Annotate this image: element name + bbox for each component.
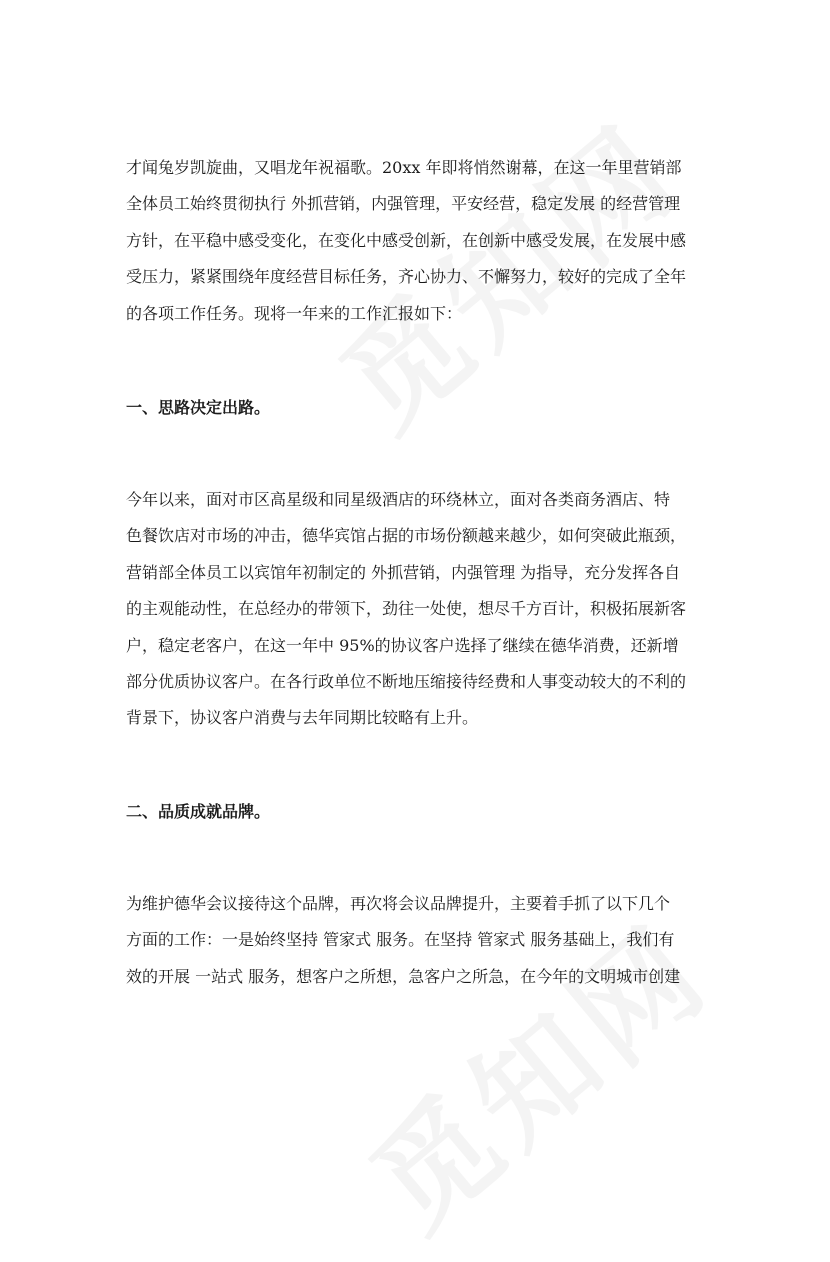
text-line: 今年以来，面对市区高星级和同星级酒店的环绕林立，面对各类商务酒店、特: [126, 490, 671, 510]
document-body: [126, 150, 716, 995]
text-line: 方针，在平稳中感受变化，在变化中感受创新，在创新中感受发展，在发展中感: [126, 230, 687, 250]
intro-paragraph: [126, 150, 716, 332]
text-line: 背景下，协议客户消费与去年同期比较略有上升。: [126, 708, 479, 728]
text-line: 效的开展 一站式 服务，想客户之所想，急客户之所急，在今年的文明城市创建: [126, 966, 681, 986]
text-line: 受压力，紧紧围绕年度经营目标任务，齐心协力、不懈努力，较好的完成了全年: [126, 267, 687, 287]
text-line: 方面的工作：一是始终坚持 管家式 服务。在坚持 管家式 服务基础上，我们有: [126, 930, 675, 950]
text-line: 才闻兔岁凯旋曲，又唱龙年祝福歌。20xx 年即将悄然谢幕，在这一年里营销部: [126, 158, 682, 177]
section-heading-1: 一、思路决定出路。: [126, 398, 271, 418]
text-line: 的主观能动性，在总经办的带领下，劲往一处使，想尽千方百计，积极拓展新客: [126, 599, 687, 619]
section-heading-2: 二、品质成就品牌。: [126, 801, 271, 821]
text-line: 营销部全体员工以宾馆年初制定的 外抓营销，内强管理 为指导，充分发挥各自: [126, 562, 681, 582]
section-1-paragraph: [126, 482, 716, 737]
section-2-paragraph: [126, 886, 716, 995]
text-line: 户，稳定老客户，在这一年中 95%的协议客户选择了继续在德华消费，还新增: [126, 635, 679, 655]
text-line: 为维护德华会议接待这个品牌，再次将会议品牌提升，主要着手抓了以下几个: [126, 893, 671, 913]
text-line: 部分优质协议客户。在各行政单位不断地压缩接待经费和人事变动较大的不利的: [126, 672, 687, 692]
text-line: 色餐饮店对市场的冲击，德华宾馆占据的市场份额越来越少，如何突破此瓶颈，: [126, 526, 687, 546]
text-line: 全体员工始终贯彻执行 外抓营销，内强管理，平安经营，稳定发展 的经营管理: [126, 194, 681, 214]
text-line: 的各项工作任务。现将一年来的工作汇报如下：: [126, 303, 463, 323]
